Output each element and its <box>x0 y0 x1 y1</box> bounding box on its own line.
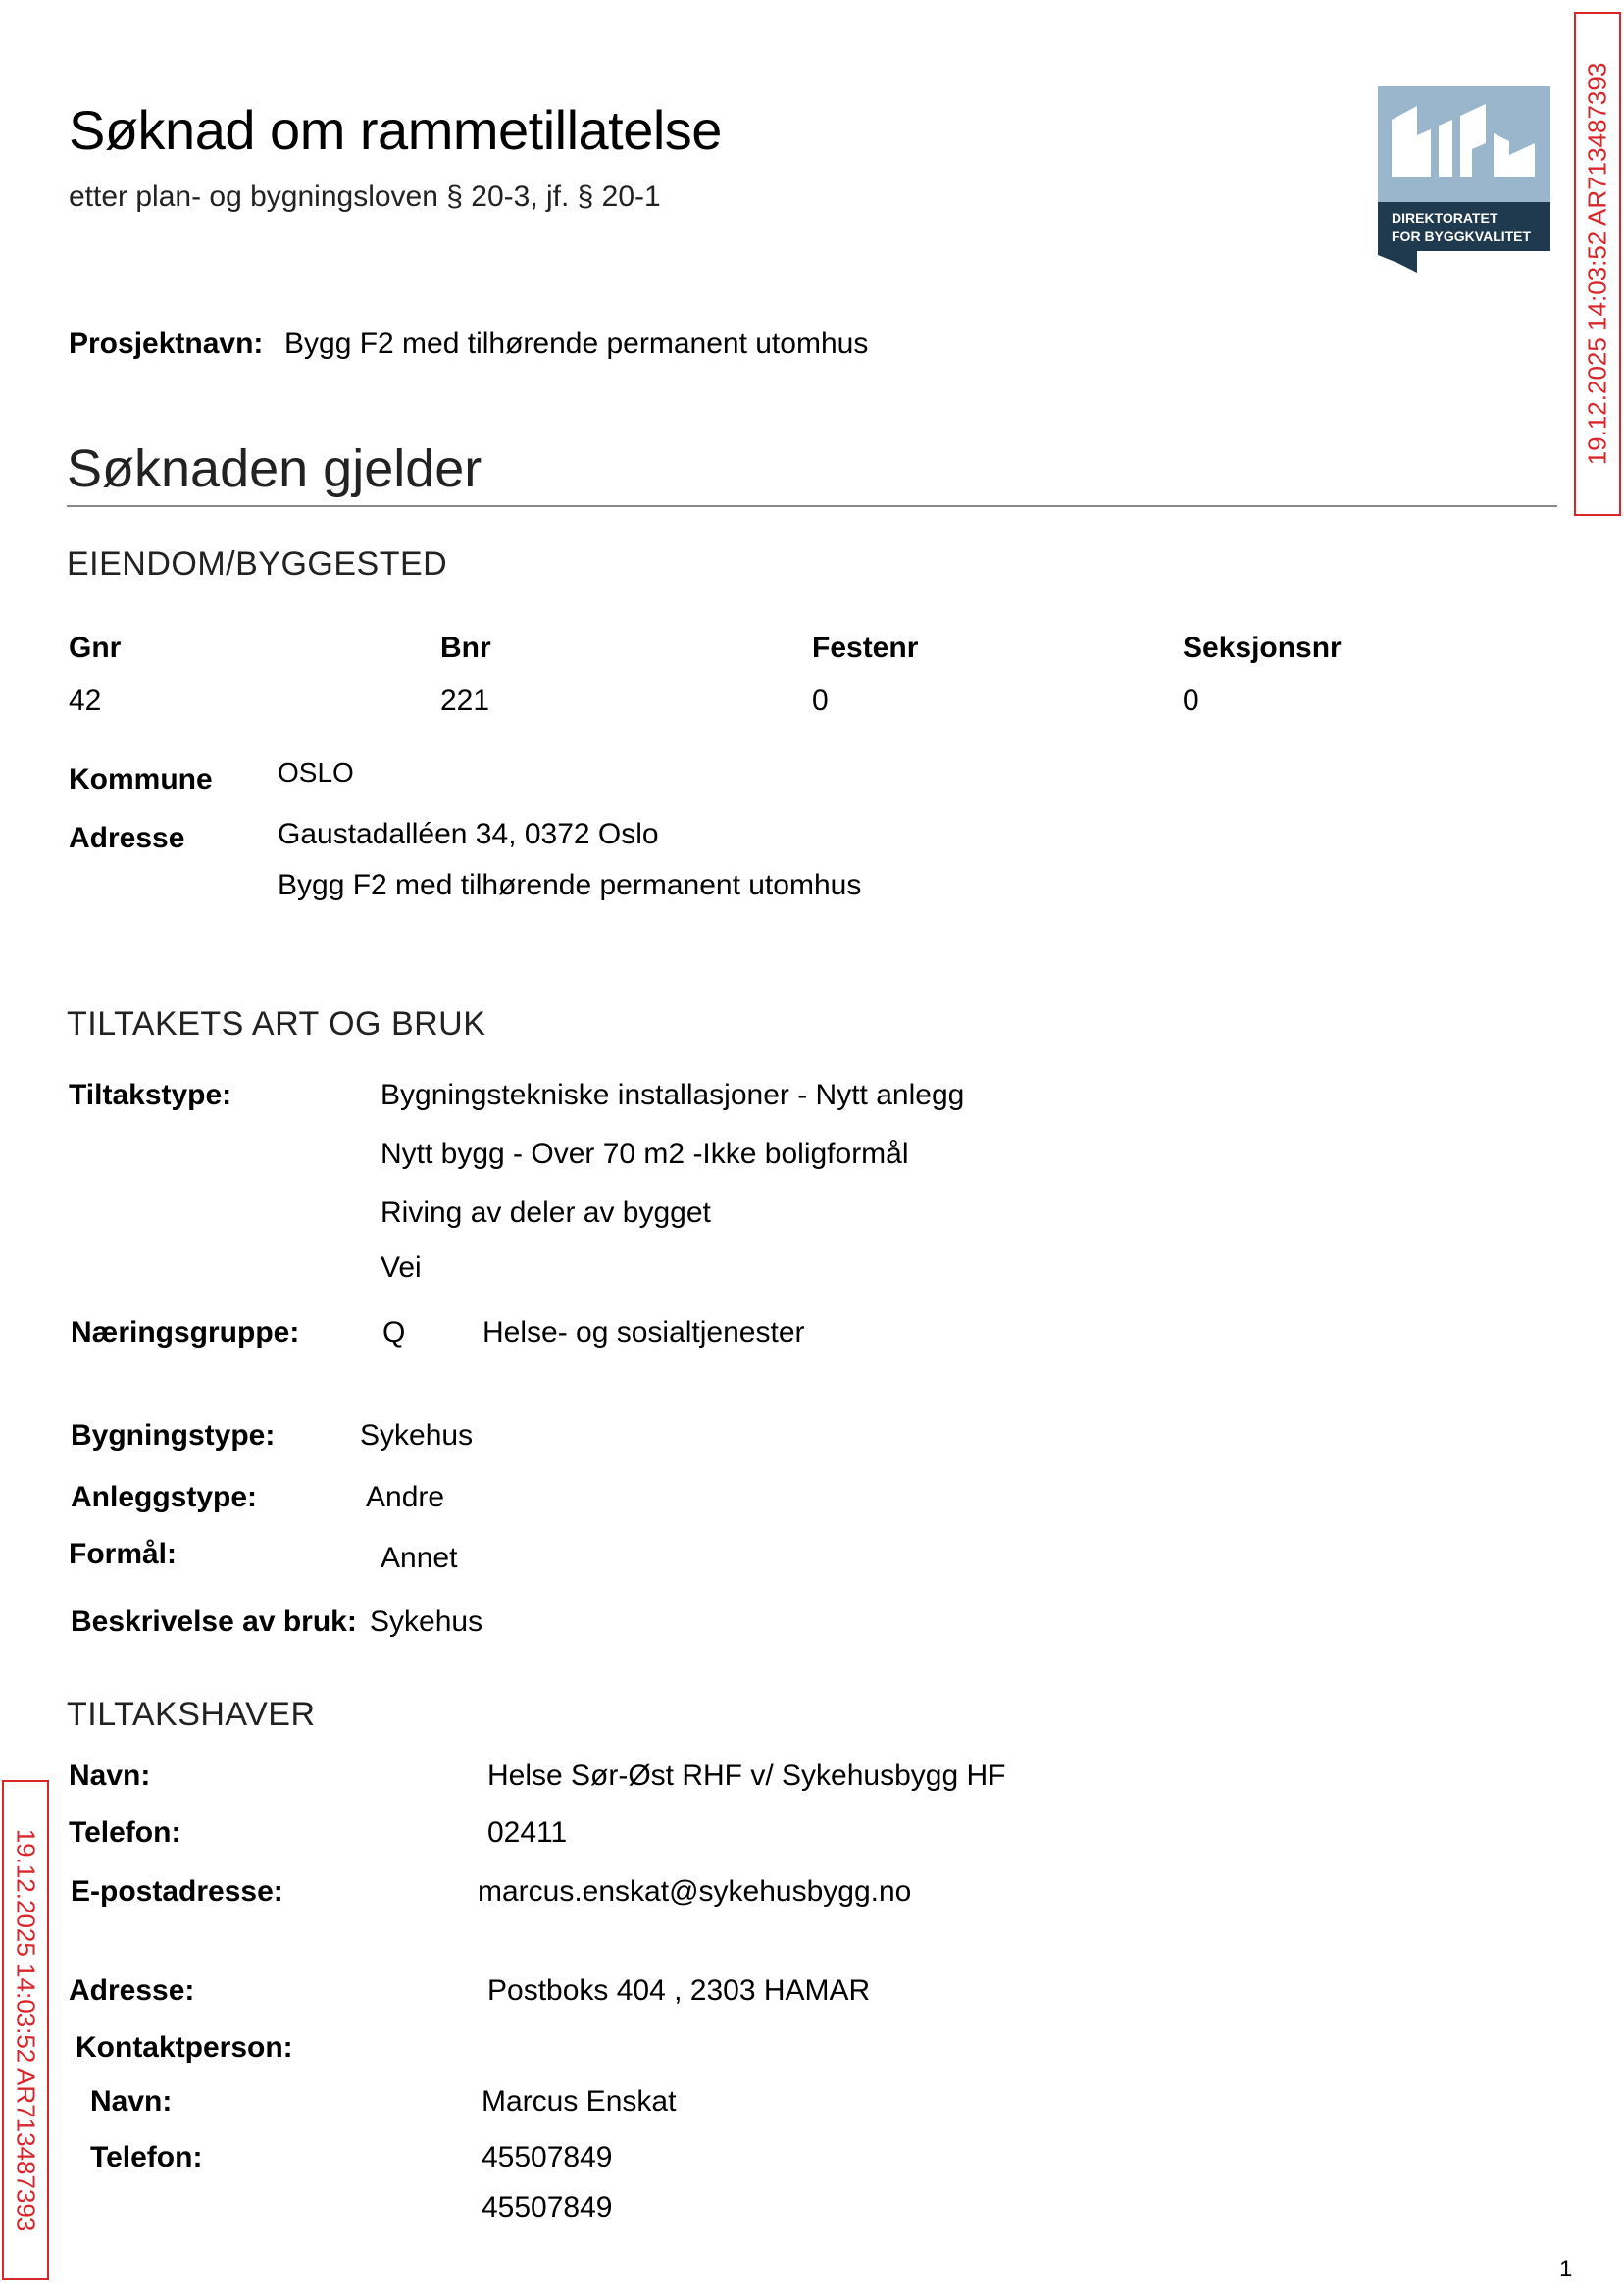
kontaktperson-label: Kontaktperson: <box>76 2031 293 2064</box>
document-title: Søknad om rammetillatelse <box>69 99 722 161</box>
tiltakstype-label: Tiltakstype: <box>69 1079 232 1111</box>
tiltakshaver-heading: TILTAKSHAVER <box>67 1696 316 1733</box>
festenr-label: Festenr <box>812 632 919 664</box>
seksjonsnr-value: 0 <box>1183 685 1199 717</box>
gnr-label: Gnr <box>69 632 122 664</box>
section-divider <box>67 505 1557 507</box>
tiltakshaver-epost-value: marcus.enskat@sykehusbygg.no <box>478 1875 912 1908</box>
stamp-text-bottom: 19.12.2025 14:03:52 AR713487393 <box>11 1828 41 2232</box>
tiltak-heading: TILTAKETS ART OG BRUK <box>67 1005 486 1043</box>
tiltakshaver-telefon-label: Telefon: <box>69 1816 181 1849</box>
project-label: Prosjektnavn: <box>69 328 264 360</box>
adresse-line1: Gaustadalléen 34, 0372 Oslo <box>278 818 659 850</box>
project-value: Bygg F2 med tilhørende permanent utomhus <box>284 328 869 360</box>
festenr-value: 0 <box>812 685 829 717</box>
kommune-value: OSLO <box>278 757 354 788</box>
section-title: Søknaden gjelder <box>67 439 482 498</box>
dibk-logo-icon <box>1378 86 1550 275</box>
adresse-line2: Bygg F2 med tilhørende permanent utomhus <box>278 869 862 901</box>
timestamp-stamp-bottom <box>2 1780 49 2280</box>
adresse-label: Adresse <box>69 822 185 854</box>
anleggstype-value: Andre <box>366 1481 445 1513</box>
kontakt-telefon-label: Telefon: <box>90 2141 203 2173</box>
kontakt-telefon-value: 45507849 <box>482 2191 613 2223</box>
beskrivelse-value: Sykehus <box>370 1606 483 1638</box>
tiltakstype-item: Riving av deler av bygget <box>381 1197 711 1229</box>
beskrivelse-label: Beskrivelse av bruk: <box>71 1606 357 1638</box>
seksjonsnr-label: Seksjonsnr <box>1183 632 1342 664</box>
gnr-value: 42 <box>69 685 102 717</box>
tiltakshaver-telefon-value: 02411 <box>487 1816 568 1849</box>
svg-text:FOR BYGGKVALITET: FOR BYGGKVALITET <box>1392 229 1532 244</box>
naeringsgruppe-label: Næringsgruppe: <box>71 1316 300 1349</box>
tiltakshaver-navn-value: Helse Sør-Øst RHF v/ Sykehusbygg HF <box>487 1759 1006 1792</box>
tiltakstype-item: Bygningstekniske installasjoner - Nytt anlegg <box>381 1079 965 1111</box>
formal-label: Formål: <box>69 1538 178 1570</box>
tiltakshaver-adresse-value: Postboks 404 , 2303 HAMAR <box>487 1974 871 2007</box>
tiltakstype-item: Nytt bygg - Over 70 m2 -Ikke boligformål <box>381 1138 909 1170</box>
tiltakshaver-epost-label: E-postadresse: <box>71 1875 283 1908</box>
kontakt-telefon-value: 45507849 <box>482 2141 613 2173</box>
page-number: 1 <box>1559 2256 1573 2282</box>
bygningstype-value: Sykehus <box>360 1419 474 1452</box>
kontakt-navn-value: Marcus Enskat <box>482 2085 677 2117</box>
svg-text:DIREKTORATET: DIREKTORATET <box>1392 210 1498 226</box>
formal-value: Annet <box>381 1542 458 1574</box>
stamp-text-top: 19.12.2025 14:03:52 AR713487393 <box>1582 62 1612 466</box>
dibk-logo <box>1378 86 1550 275</box>
bygningstype-label: Bygningstype: <box>71 1419 276 1452</box>
tiltakshaver-navn-label: Navn: <box>69 1759 151 1792</box>
kontakt-navn-label: Navn: <box>90 2085 173 2117</box>
naeringsgruppe-code: Q <box>382 1316 406 1349</box>
tiltakstype-item: Vei <box>381 1251 422 1284</box>
timestamp-stamp-top <box>1574 12 1621 516</box>
bnr-value: 221 <box>440 685 490 717</box>
property-heading: EIENDOM/BYGGESTED <box>67 545 448 583</box>
bnr-label: Bnr <box>440 632 491 664</box>
tiltakshaver-adresse-label: Adresse: <box>69 1974 195 2007</box>
naeringsgruppe-value: Helse- og sosialtjenester <box>482 1316 805 1349</box>
kommune-label: Kommune <box>69 763 213 795</box>
anleggstype-label: Anleggstype: <box>71 1481 258 1513</box>
document-subtitle: etter plan- og bygningsloven § 20-3, jf. § 20-1 <box>69 180 661 213</box>
